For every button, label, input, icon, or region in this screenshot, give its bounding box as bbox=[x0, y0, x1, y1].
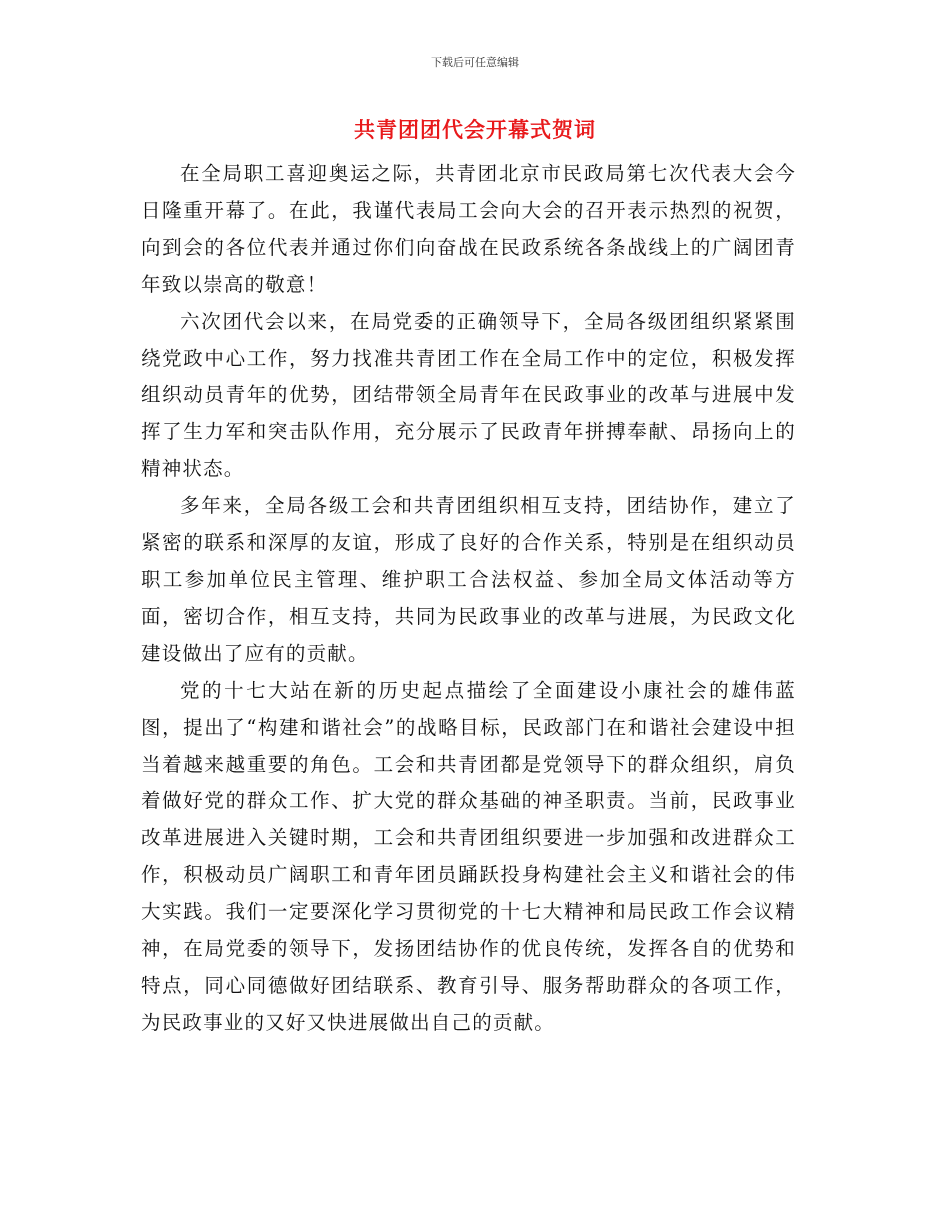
paragraph-1: 在全局职工喜迎奥运之际，共青团北京市民政局第七次代表大会今日隆重开幕了。在此，我谨代表局工会向大会的召开表示热烈的祝贺，向到会的各位代表并通过你们向奋战在民政系统各条战线上的广阔团青年致以崇高的敬意！ bbox=[141, 162, 796, 296]
document-body bbox=[141, 156, 796, 1042]
header-note: 下载后可任意编辑 bbox=[431, 56, 519, 69]
document-title: 共青团团代会开幕式贺词 bbox=[354, 118, 596, 142]
paragraph-3: 多年来，全局各级工会和共青团组织相互支持，团结协作，建立了紧密的联系和深厚的友谊，形成了良好的合作关系，特别是在组织动员职工参加单位民主管理、维护职工合法权益、参加全局文体活动等方面，密切合作，相互支持，共同为民政事业的改革与进展，为民政文化建设做出了应有的贡献。 bbox=[141, 494, 796, 665]
paragraph-2: 六次团代会以来，在局党委的正确领导下，全局各级团组织紧紧围绕党政中心工作，努力找准共青团工作在全局工作中的定位，积极发挥组织动员青年的优势，团结带领全局青年在民政事业的改革与进展中发挥了生力军和突击队作用，充分展示了民政青年拼搏奉献、昂扬向上的精神状态。 bbox=[141, 309, 796, 481]
paragraph-4: 党的十七大站在新的历史起点描绘了全面建设小康社会的雄伟蓝图，提出了“构建和谐社会”的战略目标，民政部门在和谐社会建设中担当着越来越重要的角色。工会和共青团都是党领导下的群众组织，肩负着做好党的群众工作、扩大党的群众基础的神圣职责。当前，民政事业改革进展进入关键时期，工会和共青团组织要进一步加强和改进群众工作，积极动员广阔职工和青年团员踊跃投身构建社会主义和谐社会的伟大实践。我们一定要深化学习贯彻党的十七大精神和局民政工作会议精神，在局党委的领导下，发扬团结协作的优良传统，发挥各自的优势和特点，同心同德做好团结联系、教育引导、服务帮助群众的各项工作，为民政事业的又好又快进展做出自己的贡献。 bbox=[141, 678, 796, 1034]
